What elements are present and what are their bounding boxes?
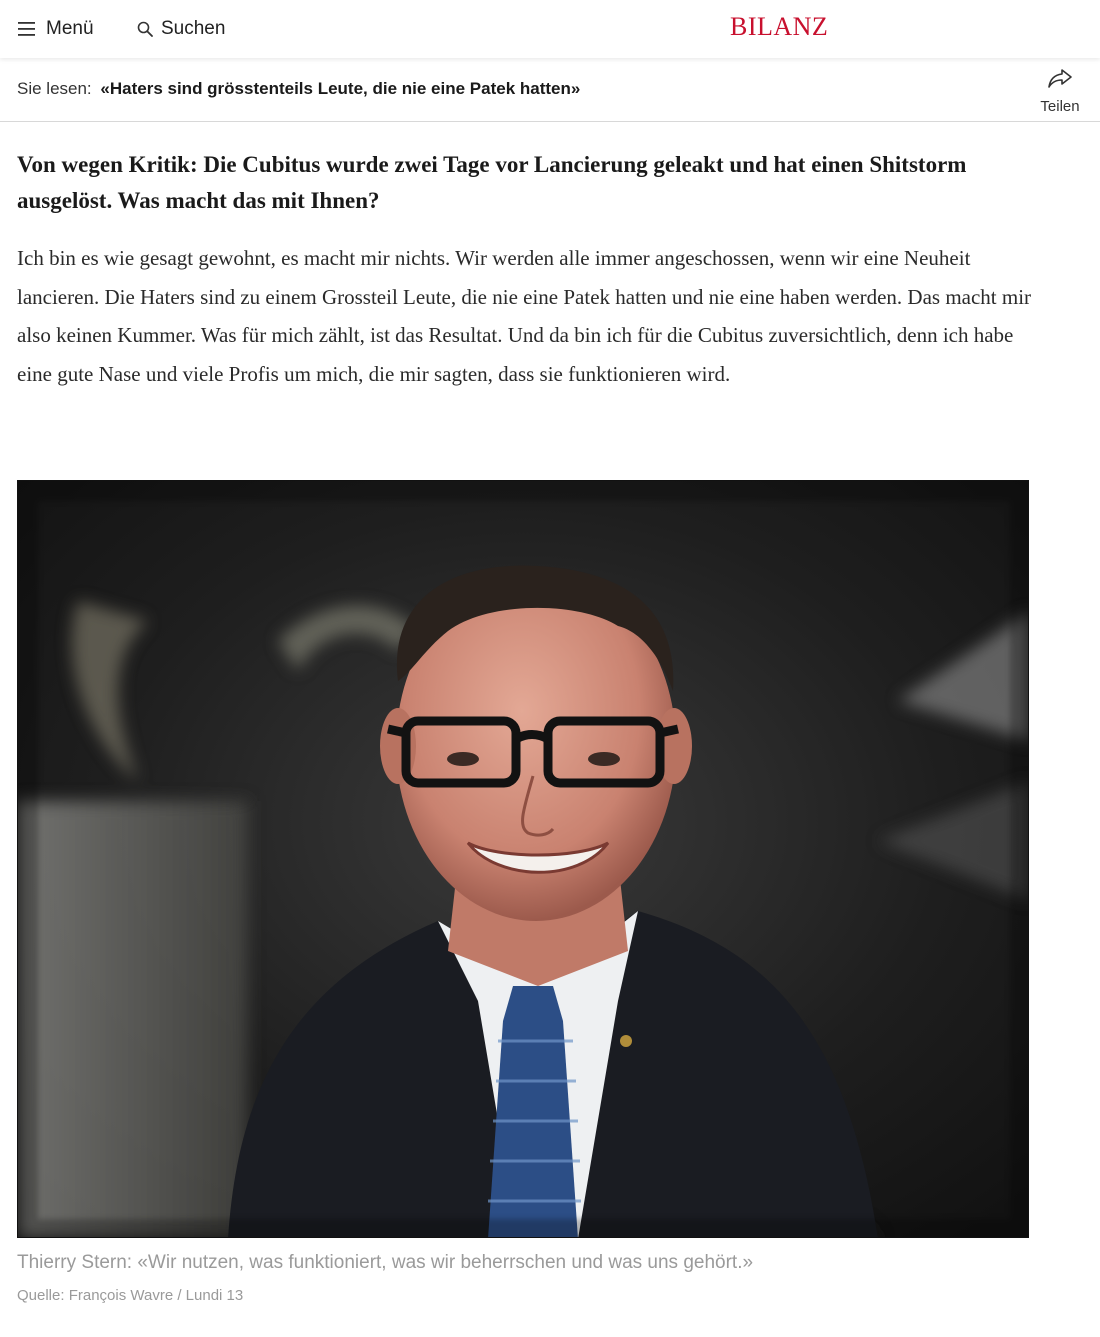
interview-question: Von wegen Kritik: Die Cubitus wurde zwei Tage vor Lancierung geleakt und hat einen Shitstorm ausgelöst. Was macht das mit Ihnen?: [17, 152, 967, 213]
search-label: Suchen: [161, 18, 226, 39]
portrait-photo: [17, 480, 1029, 1238]
reading-bar: [0, 58, 1100, 122]
reading-status: [17, 79, 580, 99]
reading-prefix: Sie lesen:: [17, 79, 92, 98]
menu-button[interactable]: [18, 0, 94, 58]
image-caption: Thierry Stern: «Wir nutzen, was funktioniert, was wir beherrschen und was uns gehört.»: [17, 1252, 754, 1273]
bilanz-logo[interactable]: BILANZ: [730, 12, 829, 41]
search-icon: [137, 21, 153, 37]
share-arrow-icon: [1030, 68, 1090, 92]
image-credit: Quelle: François Wavre / Lundi 13: [17, 1287, 244, 1304]
reading-article-title: «Haters sind grösstenteils Leute, die nie eine Patek hatten»: [100, 79, 581, 98]
top-navigation-bar: [0, 0, 1100, 58]
interview-answer: Ich bin es wie gesagt gewohnt, es macht mir nichts. Wir werden alle immer angeschossen, wenn wir eine Neuheit lancieren. Die Haters sind zu einem Grossteil Leute, die nie eine Patek hatten und nie eine haben werden. Das macht mir also keinen Kummer. Was für mich zählt, ist das Resultat. Und da bin ich für die Cubitus zuversichtlich, denn ich habe eine gute Nase und viele Profis um mich, die mir sagten, dass sie funktionieren wird.: [17, 246, 1032, 386]
share-label: Teilen: [1040, 98, 1080, 115]
search-button[interactable]: [137, 0, 225, 58]
menu-label: Menü: [46, 18, 94, 39]
hamburger-icon: [18, 22, 36, 36]
portrait-illustration: [18, 481, 1029, 1238]
share-button[interactable]: [1030, 68, 1090, 118]
